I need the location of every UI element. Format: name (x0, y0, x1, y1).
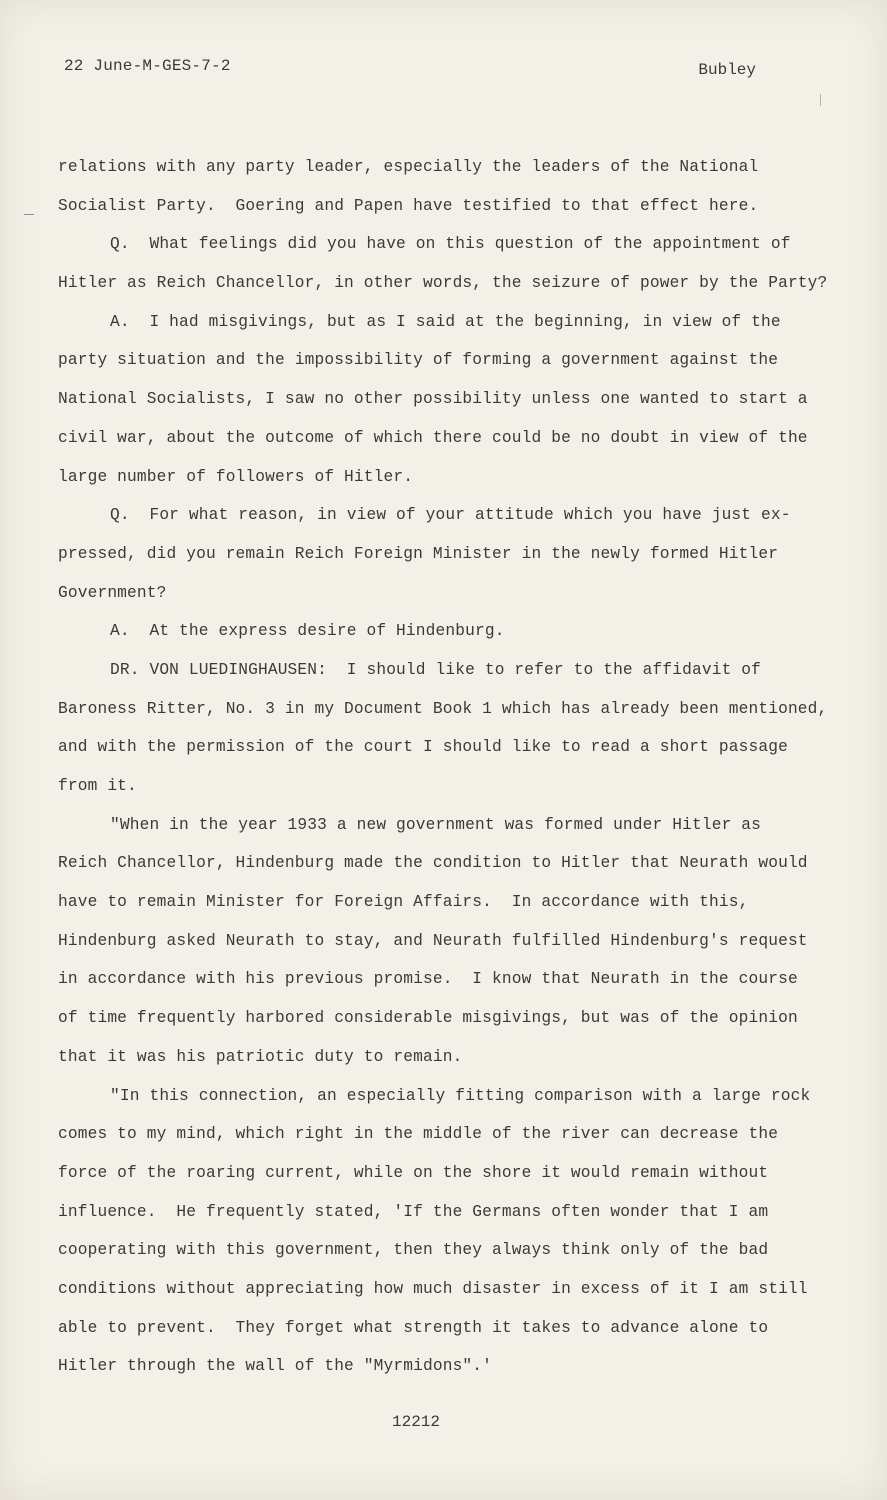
margin-mark (24, 214, 34, 215)
text-line: cooperating with this government, then they always think only of the bad (58, 1241, 769, 1260)
quote-line: "In this connection, an especially fitting comparison with a large rock (110, 1086, 811, 1105)
transcript-body (58, 148, 828, 1386)
text-line: from it. (58, 777, 137, 795)
answer-line: A. I had misgivings, but as I said at the beginning, in view of the (110, 312, 781, 331)
text-line: relations with any party leader, especially the leaders of the National (58, 158, 759, 176)
text-line: Baroness Ritter, No. 3 in my Document Book 1 which has already been mentioned, (58, 699, 828, 718)
text-line: of time frequently harbored considerable misgivings, but was of the opinion (58, 1009, 798, 1028)
counsel-line: DR. VON LUEDINGHAUSEN: I should like to refer to the affidavit of (110, 660, 762, 679)
text-line: National Socialists, I saw no other possibility unless one wanted to start a (58, 390, 808, 409)
text-line: Hitler through the wall of the "Myrmidons".' (58, 1357, 493, 1376)
question-line: Q. What feelings did you have on this question of the appointment of (110, 235, 791, 254)
text-line: conditions without appreciating how much disaster in excess of it I am still (58, 1279, 808, 1298)
text-line: Government? (58, 583, 167, 602)
text-line: pressed, did you remain Reich Foreign Minister in the newly formed Hitler (58, 544, 779, 563)
answer-line: A. At the express desire of Hindenburg. (110, 622, 505, 641)
text-line: comes to my mind, which right in the middle of the river can decrease the (58, 1125, 779, 1144)
text-line: Hitler as Reich Chancellor, in other words, the seizure of power by the Party? (58, 274, 828, 293)
margin-mark (820, 94, 821, 106)
text-line: Socialist Party. Goering and Papen have testified to that effect here. (58, 196, 759, 215)
text-line: Hindenburg asked Neurath to stay, and Neurath fulfilled Hindenburg's request (58, 931, 808, 950)
text-line: Reich Chancellor, Hindenburg made the condition to Hitler that Neurath would (58, 854, 808, 873)
text-line: have to remain Minister for Foreign Affairs. In accordance with this, (58, 893, 749, 912)
question-line: Q. For what reason, in view of your attitude which you have just ex- (110, 506, 791, 525)
text-line: party situation and the impossibility of forming a government against the (58, 351, 779, 370)
text-line: large number of followers of Hitler. (58, 467, 414, 486)
page-number: 12212 (391, 1413, 440, 1431)
text-line: that it was his patriotic duty to remain. (58, 1047, 463, 1066)
text-line: and with the permission of the court I should like to read a short passage (58, 738, 788, 757)
document-reference: 22 June-M-GES-7-2 (64, 57, 231, 75)
quote-line: "When in the year 1933 a new government was formed under Hitler as (110, 815, 762, 834)
text-line: influence. He frequently stated, 'If the Germans often wonder that I am (58, 1202, 769, 1221)
text-line: civil war, about the outcome of which there could be no doubt in view of the (58, 428, 808, 447)
text-line: able to prevent. They forget what strength it takes to advance alone to (58, 1318, 769, 1337)
text-line: in accordance with his previous promise. I know that Neurath in the course (58, 970, 798, 989)
text-line: force of the roaring current, while on the shore it would remain without (58, 1163, 769, 1182)
reporter-name: Bubley (698, 61, 756, 79)
